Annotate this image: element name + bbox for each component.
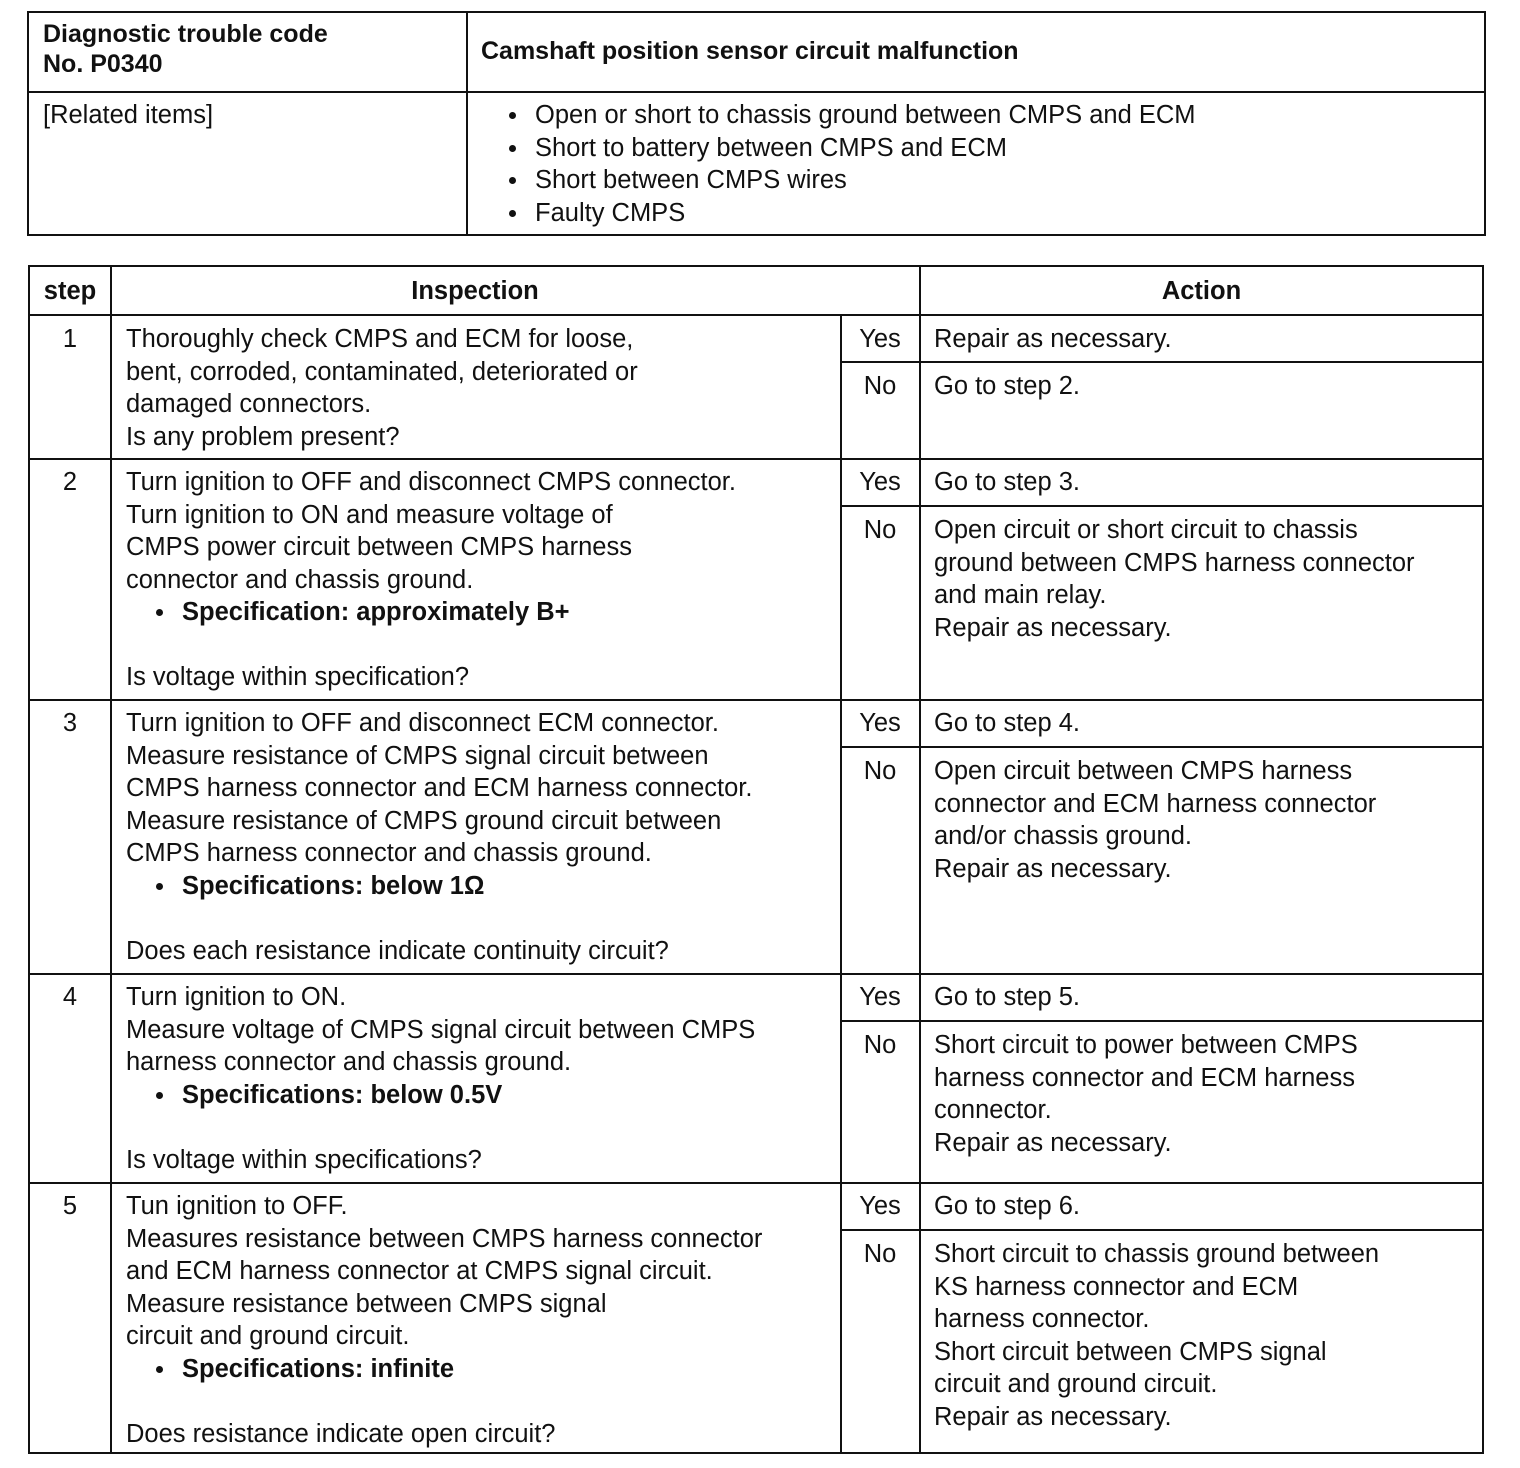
column-header-action: Action [1161, 277, 1242, 305]
action-line: KS harness connector and ECM [934, 1272, 1299, 1301]
inspection-line: Thoroughly check CMPS and ECM for loose, [126, 325, 634, 353]
yes-action [934, 1190, 1080, 1223]
dtc-label-line1: Diagnostic trouble code [43, 20, 328, 48]
yes-action [934, 981, 1080, 1014]
column-header-step: step [43, 277, 97, 305]
step-inspection [126, 981, 755, 1176]
inspection-line: Measure resistance of CMPS ground circuit between [126, 806, 722, 835]
action-line: Repair as necessary. [934, 854, 1172, 883]
yes-label: Yes [859, 709, 901, 737]
yes-action [934, 323, 1172, 356]
related-item: Short to battery between CMPS and ECM [505, 132, 1196, 165]
yes-label: Yes [859, 468, 901, 496]
no-label: No [863, 516, 897, 544]
step-inspection [126, 323, 638, 453]
step-number: 4 [62, 983, 78, 1011]
step2-yes-no-line [840, 505, 1482, 507]
action-line: Repair as necessary. [934, 613, 1172, 642]
step-number: 2 [62, 468, 78, 496]
action-line: circuit and ground circuit. [934, 1370, 1218, 1398]
dtc-label-line2: No. P0340 [43, 50, 163, 78]
no-action [934, 1238, 1379, 1433]
specification: Specifications: below 0.5V [152, 1079, 755, 1112]
inspection-line: Measure voltage of CMPS signal circuit between CMPS [126, 1015, 756, 1044]
inspection-line: CMPS harness connector and chassis ground. [126, 839, 652, 867]
step-number: 3 [62, 709, 78, 737]
action-line: Go to step 3. [934, 468, 1081, 496]
dtc-code-label [43, 19, 328, 79]
dtc-header-table [27, 11, 1486, 236]
diagnosis-table [28, 265, 1484, 1454]
inspection-line: Turn ignition to OFF and disconnect ECM connector. [126, 709, 719, 737]
no-action [934, 1029, 1358, 1159]
action-line: connector. [934, 1096, 1052, 1124]
inspection-line: Measure resistance between CMPS signal [126, 1289, 607, 1318]
inspection-line: CMPS power circuit between CMPS harness [126, 533, 632, 561]
action-line: Short circuit to power between CMPS [934, 1031, 1358, 1059]
action-line: Short circuit to chassis ground between [934, 1240, 1380, 1268]
inspection-line: circuit and ground circuit. [126, 1322, 410, 1350]
no-label: No [863, 1240, 897, 1268]
step3-yes-no-line [840, 746, 1482, 748]
no-action [934, 370, 1080, 403]
action-line: Short circuit between CMPS signal [934, 1337, 1327, 1366]
no-label: No [863, 372, 897, 400]
inspection-line: Turn ignition to OFF and disconnect CMPS connector. [126, 468, 736, 496]
action-column-divider [919, 267, 921, 1452]
inspection-question: Does each resistance indicate continuity circuit? [126, 936, 669, 965]
step5-yes-no-line [840, 1229, 1482, 1231]
related-items-label: [Related items] [43, 101, 214, 129]
inspection-line: damaged connectors. [126, 390, 372, 418]
step4-row-line [30, 1182, 1482, 1184]
action-line: Go to step 2. [934, 372, 1081, 400]
no-action [934, 755, 1376, 885]
action-line: harness connector and ECM harness [934, 1063, 1355, 1092]
no-label: No [863, 1031, 897, 1059]
inspection-line: connector and chassis ground. [126, 565, 474, 594]
step-number: 1 [62, 325, 78, 353]
step-column-divider [110, 267, 112, 1452]
action-line: Go to step 6. [934, 1192, 1081, 1220]
step2-row-line [30, 699, 1482, 701]
header-row-line [30, 314, 1482, 316]
related-items-list [505, 99, 1196, 229]
no-label: No [863, 757, 897, 785]
action-line: Go to step 5. [934, 983, 1081, 1011]
yes-action [934, 707, 1080, 740]
step-inspection [126, 1190, 762, 1450]
related-item: Open or short to chassis ground between CMPS and ECM [505, 99, 1196, 132]
inspection-line: and ECM harness connector at CMPS signal circuit. [126, 1257, 713, 1285]
column-header-inspection: Inspection [411, 277, 539, 305]
inspection-line: Tun ignition to OFF. [126, 1192, 348, 1220]
action-line: Go to step 4. [934, 709, 1081, 737]
action-line: Repair as necessary. [934, 325, 1172, 353]
action-line: harness connector. [934, 1305, 1150, 1333]
dtc-title: Camshaft position sensor circuit malfunction [481, 37, 1019, 65]
yes-label: Yes [859, 1192, 901, 1220]
inspection-line: Turn ignition to ON. [126, 983, 347, 1011]
action-line: Open circuit between CMPS harness [934, 757, 1353, 785]
inspection-line: Is any problem present? [126, 422, 400, 451]
header-row-divider [29, 91, 1484, 93]
specification: Specification: approximately B+ [152, 596, 736, 629]
step1-row-line [30, 458, 1482, 460]
yes-action [934, 466, 1080, 499]
action-line: ground between CMPS harness connector [934, 548, 1415, 577]
inspection-question: Is voltage within specifications? [126, 1145, 482, 1174]
inspection-line: Measure resistance of CMPS signal circuit between [126, 741, 709, 770]
inspection-line: Turn ignition to ON and measure voltage of [126, 500, 613, 529]
inspection-line: bent, corroded, contaminated, deteriorated or [126, 357, 638, 386]
step-inspection [126, 466, 736, 694]
action-line: and main relay. [934, 581, 1107, 609]
related-item: Short between CMPS wires [505, 164, 1196, 197]
related-item: Faulty CMPS [505, 197, 1196, 230]
step1-yes-no-line [840, 361, 1482, 363]
no-action [934, 514, 1415, 644]
yes-label: Yes [859, 983, 901, 1011]
action-line: Repair as necessary. [934, 1128, 1172, 1157]
specification: Specifications: below 1Ω [152, 870, 752, 903]
inspection-line: Measures resistance between CMPS harness connector [126, 1224, 763, 1253]
step4-yes-no-line [840, 1020, 1482, 1022]
step-number: 5 [62, 1192, 78, 1220]
action-line: Open circuit or short circuit to chassis [934, 516, 1358, 544]
header-column-divider [466, 13, 468, 234]
inspection-line: harness connector and chassis ground. [126, 1048, 572, 1076]
step-inspection [126, 707, 752, 967]
inspection-line: CMPS harness connector and ECM harness connector. [126, 774, 753, 802]
inspection-question: Does resistance indicate open circuit? [126, 1419, 556, 1448]
action-line: connector and ECM harness connector [934, 789, 1377, 818]
step3-row-line [30, 973, 1482, 975]
action-line: and/or chassis ground. [934, 822, 1192, 850]
action-line: Repair as necessary. [934, 1402, 1172, 1431]
yes-label: Yes [859, 325, 901, 353]
inspection-question: Is voltage within specification? [126, 663, 470, 691]
specification: Specifications: infinite [152, 1353, 762, 1386]
